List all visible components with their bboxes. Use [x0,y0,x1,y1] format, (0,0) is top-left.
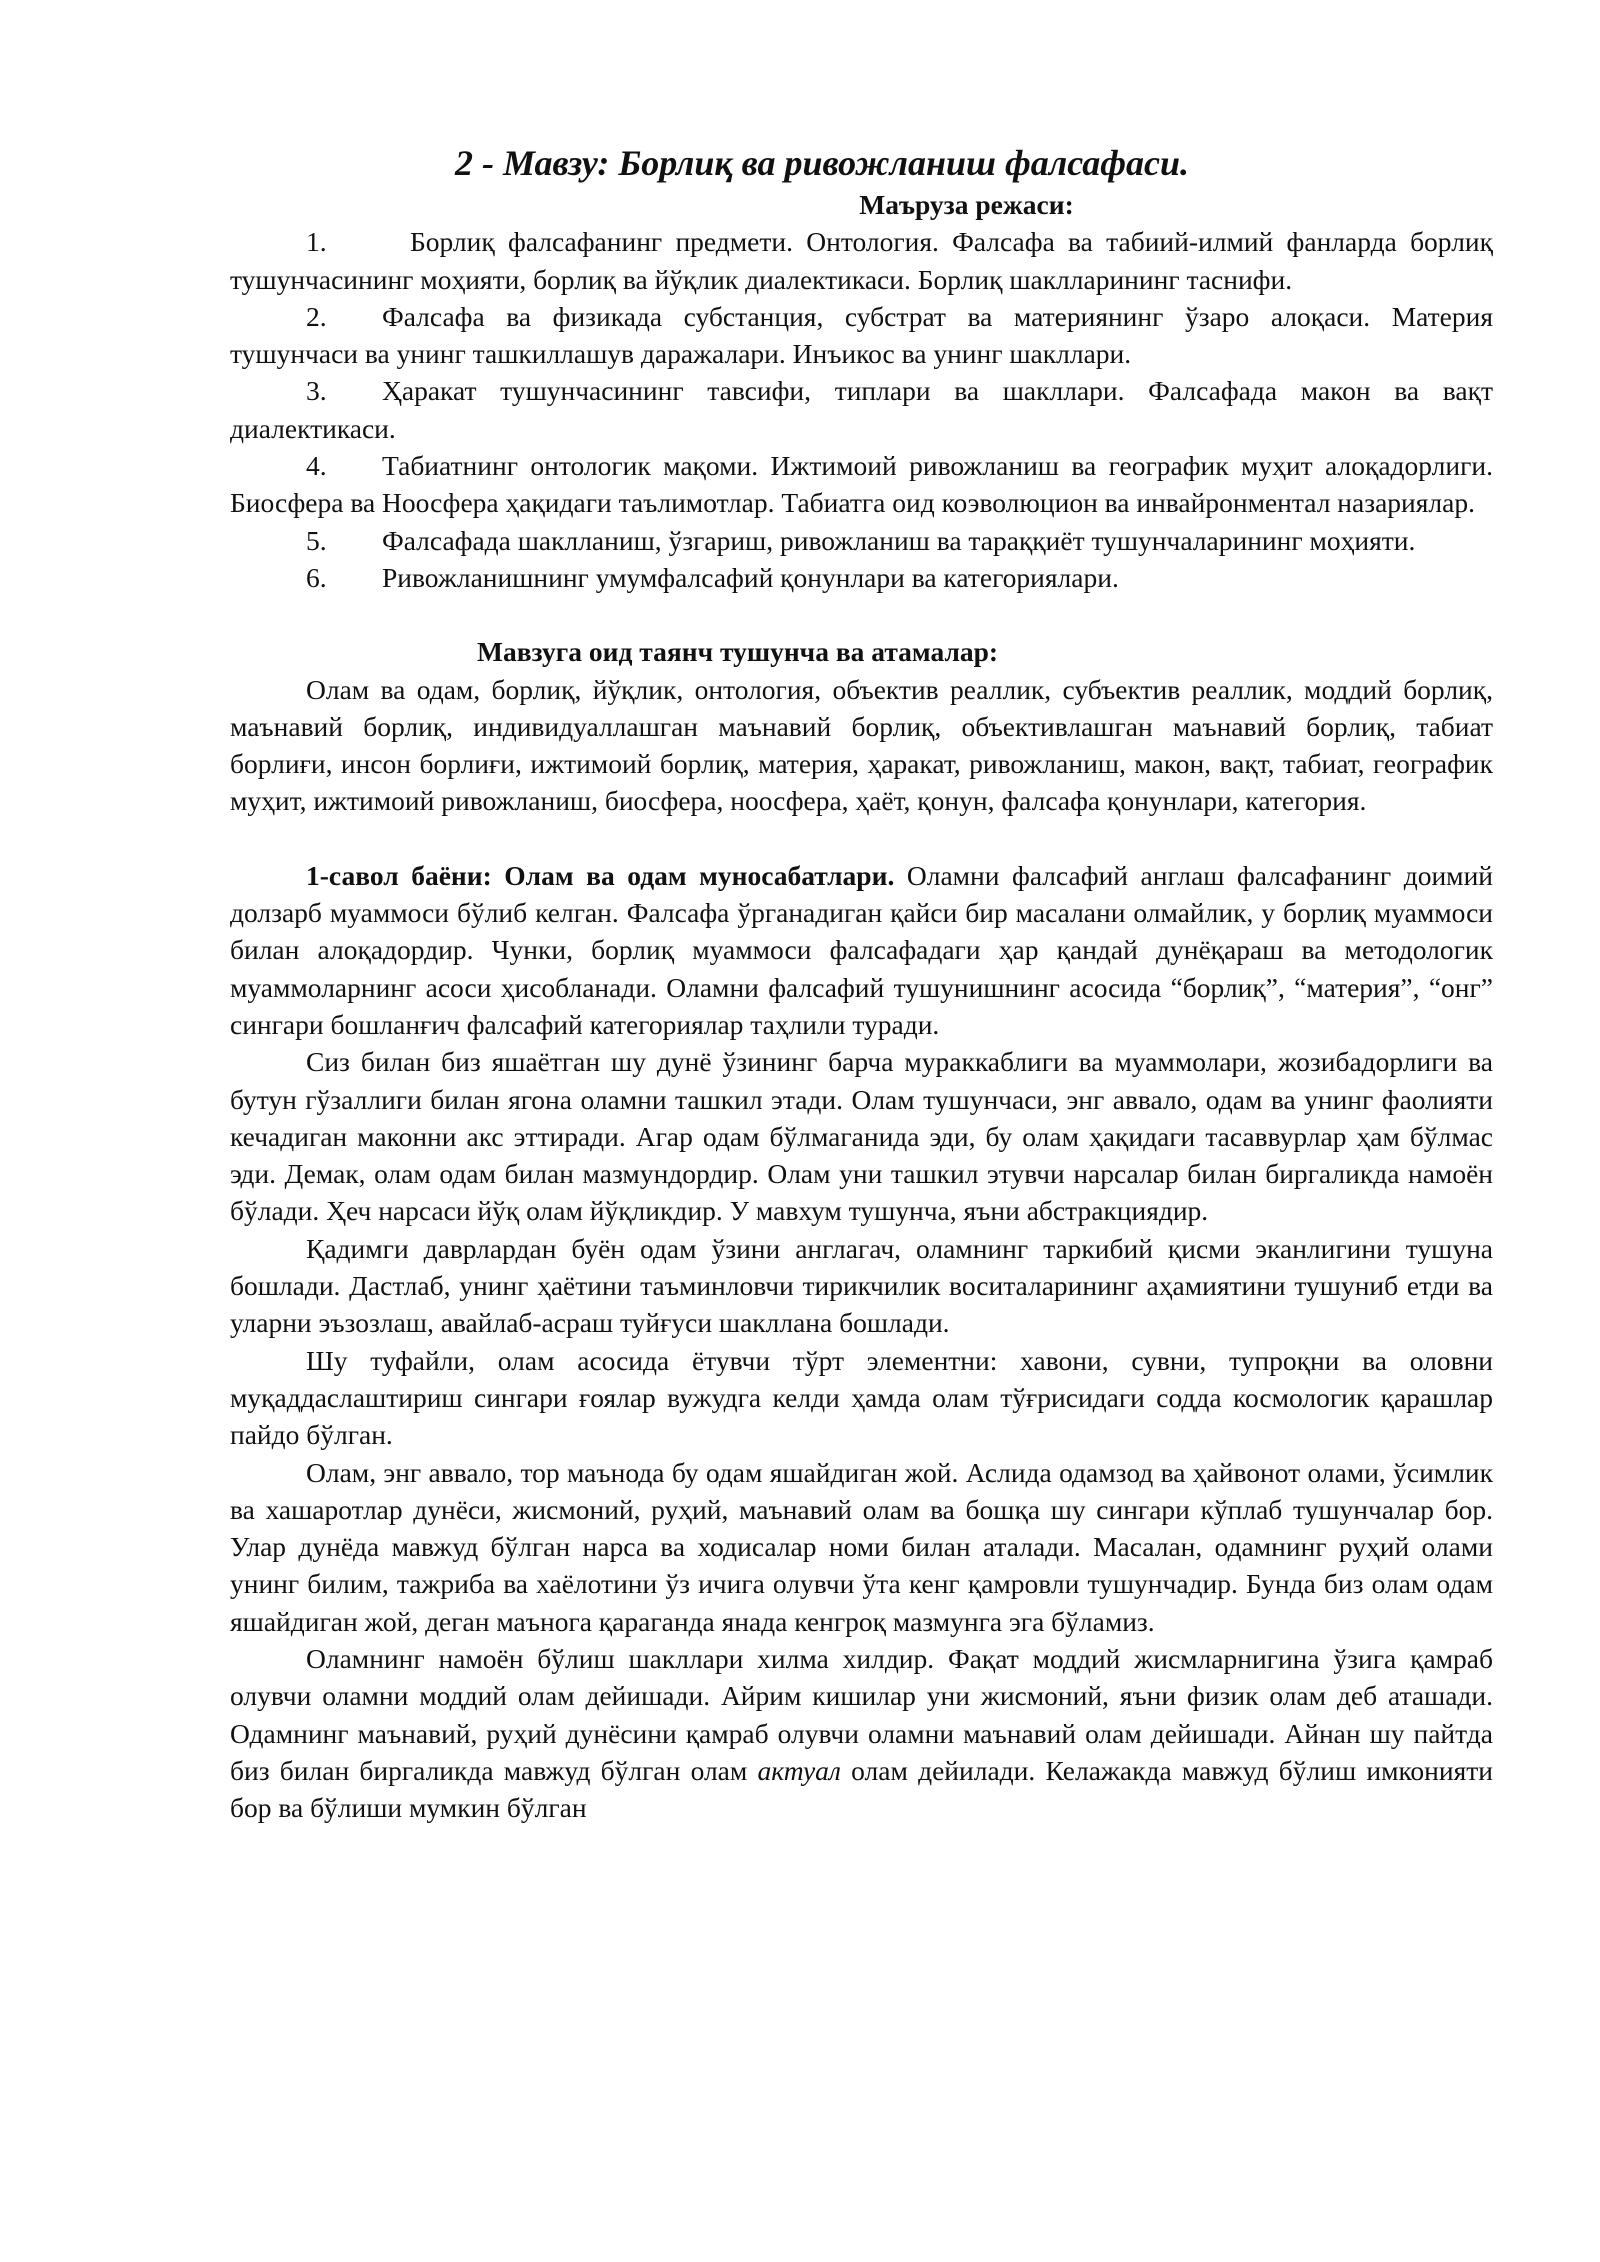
plan-item-text: Табиатнинг онтологик мақоми. Ижтимоий ривожланиш ва географик муҳит алоқадорлиги. Биосфера ва Ноосфера ҳақидаги таълимотлар. Табиатга оид коэволюцион ва инвайронментал назариялар. [230,450,1493,519]
body-paragraph-2: Қадимги даврлардан буён одам ўзини англагач, оламнинг таркибий қисми эканлигини тушуна бошлади. Дастлаб, унинг ҳаётини таъминловчи тирикчилик воситаларининг аҳамиятини тушуниб етди ва уларни эъзозлаш, авайлаб-асраш туйғуси шакллана бошлади. [230,1232,1493,1339]
body-paragraph-5-text: Оламнинг намоён бўлиш шакллари хилма хилдир. Фақат моддий жисмларнигина ўзига қамраб олувчи оламни моддий олам дейишади. Айрим кишилар уни жисмоний, яъни физик олам деб аташади. Одамнинг маънавий, руҳий дунёсини қамраб олувчи оламни маънавий олам дейишади. Айнан шу пайтда биз билан биргаликда мавжуд бўлган олам [230,1642,1493,1786]
plan-item-text: Фалсафа ва физикада субстанция, субстрат ва материянинг ўзаро алоқаси. Материя тушунчаси ва унинг ташкиллашув даражалари. Инъикос ва унинг шакллари. [230,300,1493,370]
question-1-paragraph [230,857,1493,1043]
plan-item-6 [230,559,1493,596]
body-paragraph-1: Сиз билан биз яшаётган шу дунё ўзининг барча мураккаблиги ва муаммолари, жозибадорлиги ва бутун гўзаллиги билан ягона оламни ташкил этади. Олам тушунчаси, энг аввало, одам ва унинг фаолияти кечадиган маконни акс эттиради. Агар одам бўлмаганида эди, бу олам ҳақидаги тасаввурлар ҳам бўлмас эди. Демак, олам одам билан мазмундордир. Олам уни ташкил этувчи нарсалар билан биргаликда намоён бўлади. Ҳеч нарсаси йўқ олам йўқликдир. У мавхум тушунча, яъни абстракциядир. [230,1046,1493,1227]
plan-item-3 [230,372,1493,447]
key-terms-heading: Мавзуга оид таянч тушунча ва атамалар: [477,636,999,668]
body-paragraph-5 [230,1640,1493,1826]
spacer [230,596,1493,633]
key-terms-paragraph: Олам ва одам, борлиқ, йўқлик, онтология, объектив реаллик, субъектив реаллик, моддий борлиқ, маънавий борлиқ, индивидуаллашган маънавий борлиқ, объективлашган маънавий борлиқ, табиат борлиғи, инсон борлиғи, ижтимоий борлиқ, материя, ҳаракат, ривожланиш, макон, вақт, табиат, географик муҳит, ижтимоий ривожланиш, биосфера, ноосфера, ҳаёт, қонун, фалсафа қонунлари, категория. [230,673,1493,817]
plan-item-text: Ҳаракат тушунчасининг тавсифи, типлари ва шакллари. Фалсафада макон ва вақт диалектикаси. [230,375,1493,444]
page-title: 2 - Мавзу: Борлиқ ва ривожланиш фалсафаси. [455,143,1190,183]
plan-item-4 [230,447,1493,522]
question-1-heading: 1-савол баёни: Олам ва одам муносабатлари. [306,859,895,891]
plan-item-text: Фалсафада шаклланиш, ўзгариш, ривожланиш ва тараққиёт тушунчаларининг моҳияти. [382,524,1416,556]
plan-item-1 [230,223,1493,298]
plan-item-number: 4. [306,450,327,482]
plan-item-5 [230,522,1493,559]
lecture-plan-heading: Маъруза режаси: [859,189,1074,220]
plan-item-text: Борлиқ фалсафанинг предмети. Онтология. Фалсафа ва табиий-илмий фанларда борлиқ тушунчасининг моҳияти, борлиқ ва йўқлик диалектикаси. Борлиқ шаклларининг таснифи. [230,226,1493,295]
spacer [230,820,1493,857]
body-paragraph-3: Шу туфайли, олам асосида ётувчи тўрт элементни: хавони, сувни, тупроқни ва оловни муқаддаслаштириш сингари ғоялар вужудга келди ҳамда олам тўғрисидаги содда космологик қарашлар пайдо бўлган. [230,1344,1493,1451]
plan-item-number: 1. [306,226,327,258]
question-1-intro: Оламни фалсафий англаш фалсафанинг доимий долзарб муаммоси бўлиб келган. Фалсафа ўрганадиган қайси бир масалани олмайлик, у борлиқ муаммоси билан алоқадордир. Чунки, борлиқ муаммоси фалсафадаги ҳар қандай дунёқараш ва методологик муаммоларнинг асоси ҳисобланади. Оламни фалсафий тушунишнинг асосида “борлиқ”, “материя”, “онг” сингари бошланғич фалсафий категориялар таҳлили туради. [230,859,1494,1040]
plan-item-number: 6. [306,561,327,593]
body-paragraph-4: Олам, энг аввало, тор маънода бу одам яшайдиган жой. Аслида одамзод ва ҳайвонот олами, ўсимлик ва хашаротлар дунёси, жисмоний, руҳий, маънавий олам ва бошқа шу сингари кўплаб тушунчалар бор. Улар дунёда мавжуд бўлган нарса ва ходисалар номи билан аталади. Масалан, одамнинг руҳий олами унинг билим, тажриба ва хаёлотини ўз ичига олувчи ўта кенг қамровли тушунчадир. Бунда биз олам одам яшайдиган жой, деган маънога қараганда янада кенгроқ мазмунга эга бўламиз. [230,1456,1493,1637]
plan-item-2 [230,298,1493,373]
plan-item-text: Ривожланишнинг умумфалсафий қонунлари ва категориялари. [382,561,1119,593]
plan-item-number: 2. [306,300,327,332]
plan-item-number: 5. [306,524,327,556]
body-paragraph-5-continuation: олам дейилади. Келажакда мавжуд бўлиш имконияти бор ва бўлиши мумкин бўлган [230,1754,1493,1824]
italic-term-actual: актуал [757,1754,841,1786]
plan-item-number: 3. [306,375,327,407]
